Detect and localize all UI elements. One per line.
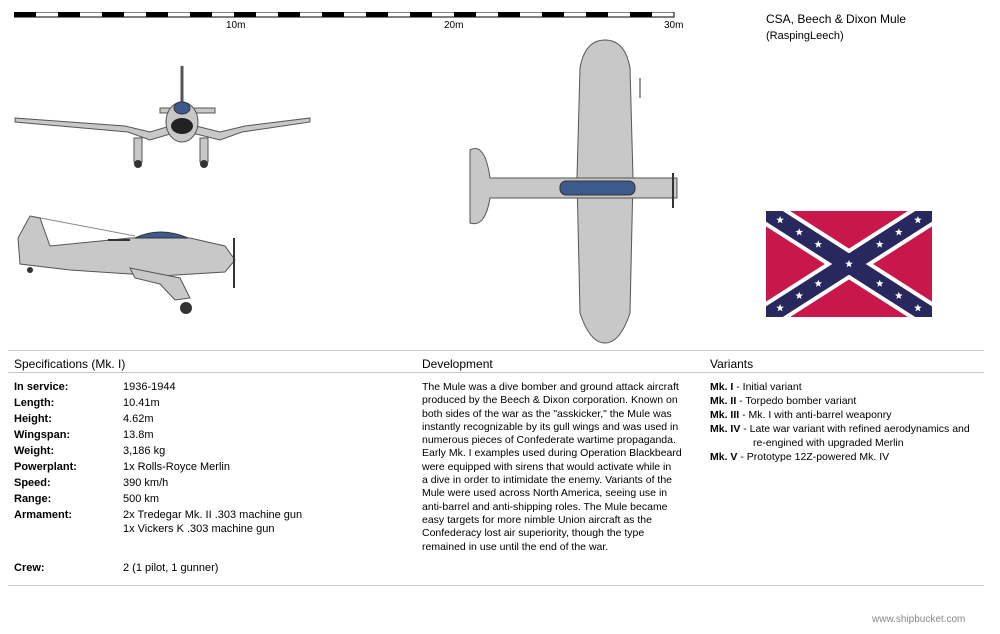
aircraft-top-view <box>455 38 695 348</box>
variant-item <box>710 423 970 435</box>
drawing-author: (RaspingLeech) <box>766 30 844 42</box>
variant-desc-continued: re-engined with upgraded Merlin <box>753 437 904 449</box>
spec-value: 2x Tredegar Mk. II .303 machine gun <box>123 509 303 521</box>
variant-name: Mk. II <box>710 395 737 407</box>
development-line: Early Mk. I examples used during Operation Blackbeard <box>422 447 682 460</box>
development-line: a dive in order to intimidate the enemy. Variants of the <box>422 474 672 487</box>
development-line: were equipped with sirens that would activate while in <box>422 460 672 473</box>
development-line: instantly recognizable by its gull wings and was used in <box>422 420 679 433</box>
development-line: numerous pieces of Confederate wartime propaganda. <box>422 434 676 447</box>
spec-label: Wingspan: <box>14 429 71 441</box>
development-line: remained in use until the end of the war. <box>422 540 609 553</box>
scale-bar <box>14 12 679 20</box>
spec-label: Weight: <box>14 445 55 457</box>
spec-label: In service: <box>14 381 69 393</box>
variant-item <box>710 409 892 421</box>
variant-desc: - Torpedo bomber variant <box>736 395 857 407</box>
variant-desc: - Mk. I with anti-barrel weaponry <box>739 409 892 421</box>
spec-label: Length: <box>14 397 55 409</box>
scale-label-20m: 20m <box>444 20 464 31</box>
variant-desc: - Prototype 12Z-powered Mk. IV <box>737 451 890 463</box>
development-line: produced by the Beech & Dixon corporation. Known on <box>422 394 678 407</box>
spec-label: Speed: <box>14 477 51 489</box>
development-line: The Mule was a dive bomber and ground attack aircraft <box>422 381 679 393</box>
variant-desc: - Initial variant <box>733 381 802 393</box>
development-text <box>422 381 694 554</box>
spec-value: 4.62m <box>123 413 154 425</box>
divider-bottom <box>8 585 984 586</box>
site-credit: www.shipbucket.com <box>872 614 966 625</box>
variant-item <box>710 395 856 407</box>
scale-label-10m: 10m <box>226 20 246 31</box>
development-line: easy targets for more nimble Union aircraft as the <box>422 513 652 526</box>
spec-label: Height: <box>14 413 52 425</box>
specifications-heading: Specifications (Mk. I) <box>14 357 126 371</box>
spec-value: 1x Vickers K .303 machine gun <box>123 523 275 535</box>
variant-item <box>710 381 802 393</box>
development-line: Confederacy lost air superiority, though the type <box>422 527 645 540</box>
variant-name: Mk. III <box>710 409 740 421</box>
spec-value: 390 km/h <box>123 477 169 489</box>
spec-value: 10.41m <box>123 397 160 409</box>
variants-heading: Variants <box>710 357 754 371</box>
divider-header <box>8 372 984 373</box>
aircraft-front-view <box>10 60 315 172</box>
development-line: Mule were used across North America, seeing use in <box>422 487 668 500</box>
variant-name: Mk. V <box>710 451 738 463</box>
variant-desc: - Late war variant with refined aerodynamics and <box>740 423 970 435</box>
development-line: both sides of the war as the "asskicker," the Mule was <box>422 407 672 420</box>
spec-value: 2 (1 pilot, 1 gunner) <box>123 562 219 574</box>
confederate-flag <box>766 211 932 317</box>
spec-value: 1936-1944 <box>123 381 176 393</box>
spec-label: Crew: <box>14 562 45 574</box>
spec-value: 13.8m <box>123 429 154 441</box>
variant-name: Mk. IV <box>710 423 741 435</box>
spec-label: Powerplant: <box>14 461 77 473</box>
spec-value: 1x Rolls-Royce Merlin <box>123 461 230 473</box>
divider-top <box>8 350 984 351</box>
scale-label-30m: 30m <box>664 20 684 31</box>
aircraft-side-view <box>10 208 250 320</box>
variant-item <box>710 451 889 463</box>
development-heading: Development <box>422 357 493 371</box>
spec-label: Range: <box>14 493 52 505</box>
variant-name: Mk. I <box>710 381 734 393</box>
drawing-title: CSA, Beech & Dixon Mule <box>766 12 907 26</box>
spec-value: 500 km <box>123 493 160 505</box>
spec-label: Armament: <box>14 509 73 521</box>
development-line: anti-barrel and anti-shipping roles. The Mule became <box>422 500 668 513</box>
spec-value: 3,186 kg <box>123 445 166 457</box>
